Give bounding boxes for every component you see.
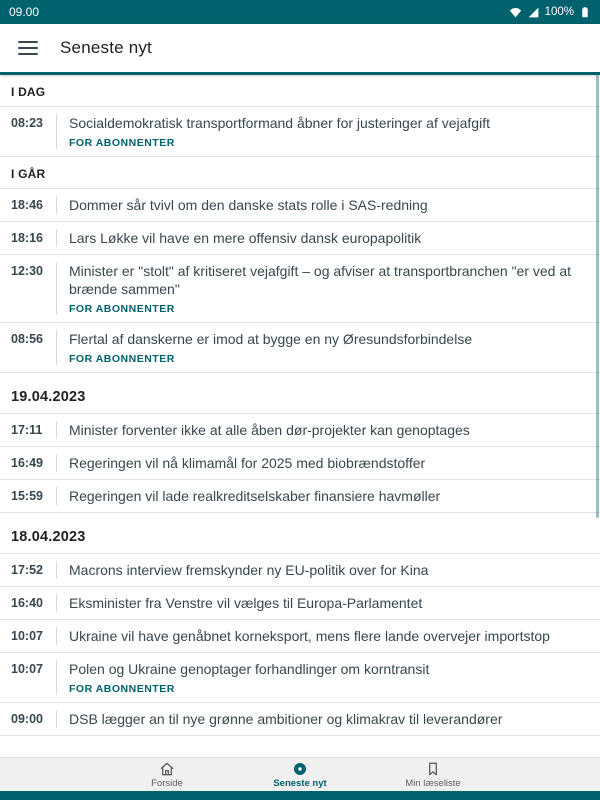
- news-body: [56, 487, 584, 505]
- status-time: 09.00: [9, 5, 40, 19]
- battery-percent: 100%: [544, 6, 574, 18]
- news-time: 17:11: [11, 423, 43, 437]
- reading-list-icon: [425, 760, 441, 777]
- news-headline: Dommer sår tvivl om den danske stats rolle i SAS-redning: [69, 197, 428, 213]
- news-headline: Macrons interview fremskynder ny EU-politik over for Kina: [69, 562, 429, 578]
- news-headline: Socialdemokratisk transportformand åbner for justeringer af vejafgift: [69, 115, 490, 131]
- hamburger-menu-icon[interactable]: [18, 41, 38, 55]
- news-body: [56, 561, 584, 579]
- news-time: 15:59: [11, 489, 43, 503]
- news-row[interactable]: [0, 447, 600, 480]
- news-time: 12:30: [11, 264, 43, 278]
- news-headline: Minister forventer ikke at alle åben dør-projekter kan genoptages: [69, 422, 470, 438]
- news-body: [56, 262, 584, 315]
- news-time: 16:40: [11, 596, 43, 610]
- premium-badge: FOR ABONNENTER: [69, 683, 175, 695]
- news-headline: DSB lægger an til nye grønne ambitioner og klimakrav til leverandører: [69, 711, 503, 727]
- home-icon: [159, 760, 175, 777]
- section-header: I DAG: [0, 75, 600, 107]
- news-time: 08:23: [11, 116, 43, 130]
- news-headline: Polen og Ukraine genoptager forhandlinger om korntransit: [69, 661, 430, 677]
- battery-icon: [579, 5, 591, 19]
- latest-news-icon: [292, 760, 308, 777]
- news-row[interactable]: [0, 414, 600, 447]
- nav-item-forside[interactable]: [101, 758, 234, 791]
- news-body: [56, 454, 584, 472]
- news-body: [56, 710, 584, 728]
- cellular-signal-icon: [527, 6, 540, 19]
- nav-item-seneste-nyt[interactable]: [234, 758, 367, 791]
- news-body: [56, 627, 584, 645]
- wifi-icon: [509, 6, 522, 19]
- section-header: I GÅR: [0, 157, 600, 189]
- news-time: 08:56: [11, 332, 43, 346]
- news-time: 10:07: [11, 662, 43, 676]
- news-body: [56, 421, 584, 439]
- news-headline: Ukraine vil have genåbnet korneksport, mens flere lande overvejer importstop: [69, 628, 550, 644]
- news-row[interactable]: [0, 222, 600, 255]
- news-body: [56, 660, 584, 695]
- news-headline: Minister er "stolt" af kritiseret vejafgift – og afviser at transportbranchen "er ved at brænde sammen": [69, 263, 572, 297]
- news-list: [0, 75, 600, 757]
- news-row[interactable]: [0, 480, 600, 513]
- nav-item-min-laeseliste[interactable]: [367, 758, 500, 791]
- news-time: 10:07: [11, 629, 43, 643]
- news-time: 09:00: [11, 712, 43, 726]
- status-bar: [0, 0, 600, 24]
- news-headline: Regeringen vil nå klimamål for 2025 med biobrændstoffer: [69, 455, 426, 471]
- section-header: 18.04.2023: [0, 513, 600, 554]
- news-time: 18:16: [11, 231, 43, 245]
- news-body: [56, 114, 584, 149]
- news-row[interactable]: [0, 189, 600, 222]
- news-row[interactable]: [0, 620, 600, 653]
- premium-badge: FOR ABONNENTER: [69, 137, 175, 149]
- news-headline: Flertal af danskerne er imod at bygge en ny Øresundsforbindelse: [69, 331, 473, 347]
- news-headline: Eksminister fra Venstre vil vælges til Europa-Parlamentet: [69, 595, 423, 611]
- news-section: [0, 513, 600, 736]
- news-body: [56, 330, 584, 365]
- news-body: [56, 196, 584, 214]
- news-section: [0, 157, 600, 373]
- section-header: 19.04.2023: [0, 373, 600, 414]
- news-body: [56, 594, 584, 612]
- news-row[interactable]: [0, 703, 600, 736]
- nav-label: Min læseliste: [405, 778, 461, 789]
- news-row[interactable]: [0, 587, 600, 620]
- premium-badge: FOR ABONNENTER: [69, 303, 175, 315]
- page-title: Seneste nyt: [60, 38, 152, 57]
- nav-label: Seneste nyt: [273, 778, 327, 789]
- news-row[interactable]: [0, 323, 600, 373]
- news-headline: Lars Løkke vil have en mere offensiv dansk europapolitik: [69, 230, 422, 246]
- nav-label: Forside: [151, 778, 183, 789]
- news-time: 16:49: [11, 456, 43, 470]
- news-headline: Regeringen vil lade realkreditselskaber finansiere havmøller: [69, 488, 441, 504]
- android-nav-strip: [0, 791, 600, 800]
- news-section: [0, 373, 600, 513]
- news-row[interactable]: [0, 107, 600, 157]
- app-bar: [0, 24, 600, 75]
- news-row[interactable]: [0, 554, 600, 587]
- news-row[interactable]: [0, 255, 600, 323]
- premium-badge: FOR ABONNENTER: [69, 353, 175, 365]
- status-icons: [509, 5, 591, 19]
- scrollbar[interactable]: [596, 75, 599, 518]
- news-time: 17:52: [11, 563, 43, 577]
- news-time: 18:46: [11, 198, 43, 212]
- news-section: [0, 75, 600, 157]
- news-row[interactable]: [0, 653, 600, 703]
- news-body: [56, 229, 584, 247]
- bottom-nav: [0, 757, 600, 791]
